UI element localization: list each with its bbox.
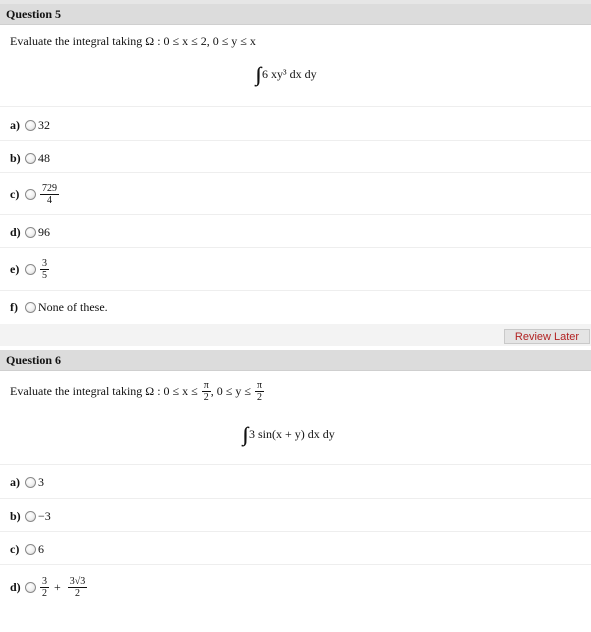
option-letter: e) xyxy=(10,261,20,276)
q5-option-c[interactable] xyxy=(10,183,59,205)
option-letter: f) xyxy=(10,299,18,314)
numerator: π xyxy=(203,380,209,391)
option-letter: b) xyxy=(10,508,21,523)
question-5-prompt: Evaluate the integral taking Ω : 0 ≤ x ≤ 2, 0 ≤ y ≤ x xyxy=(10,34,256,48)
question-6-integral xyxy=(243,421,335,444)
q5-option-e[interactable] xyxy=(10,258,49,280)
q5-option-d[interactable] xyxy=(10,221,50,243)
option-letter: a) xyxy=(10,117,20,132)
fraction xyxy=(40,576,49,599)
prompt-text: , 0 ≤ y ≤ xyxy=(210,384,251,398)
numerator: π xyxy=(256,380,263,391)
numerator: 729 xyxy=(42,182,57,194)
denominator: 2 xyxy=(75,587,81,599)
divider xyxy=(0,140,591,141)
fraction xyxy=(68,576,88,599)
numerator: 3 xyxy=(42,257,47,269)
option-letter: d) xyxy=(10,224,21,239)
q6-option-a[interactable] xyxy=(10,471,44,493)
radio-button[interactable] xyxy=(25,189,36,200)
divider xyxy=(0,247,591,248)
q6-option-c[interactable] xyxy=(10,538,44,560)
radio-button[interactable] xyxy=(25,544,36,555)
denominator: 2 xyxy=(203,392,209,403)
denominator: 5 xyxy=(42,269,47,281)
divider xyxy=(0,498,591,499)
question-5-header xyxy=(0,4,591,25)
denominator: 2 xyxy=(256,392,262,403)
q6-option-d[interactable] xyxy=(10,576,87,598)
radio-button[interactable] xyxy=(25,511,36,522)
radio-button[interactable] xyxy=(25,153,36,164)
q5-option-f[interactable] xyxy=(10,296,108,318)
question-5-integral xyxy=(256,61,317,84)
option-value: −3 xyxy=(38,508,51,523)
denominator: 4 xyxy=(47,194,52,206)
option-value: 3 xyxy=(38,474,44,489)
numerator: 3 xyxy=(42,575,47,587)
option-value: 32 xyxy=(38,117,50,132)
question-5-title: Question 5 xyxy=(6,7,62,21)
fraction xyxy=(40,183,59,206)
option-value: None of these. xyxy=(38,299,108,314)
option-value: 96 xyxy=(38,224,50,239)
plus-sign: + xyxy=(54,579,61,594)
option-value: 6 xyxy=(38,541,44,556)
question-6-prompt xyxy=(10,380,264,403)
divider xyxy=(0,214,591,215)
divider xyxy=(0,464,591,465)
radio-button[interactable] xyxy=(25,227,36,238)
fraction xyxy=(255,380,264,403)
q5-option-a[interactable] xyxy=(10,114,50,136)
denominator: 2 xyxy=(42,587,47,599)
review-later-button[interactable]: Review Later xyxy=(504,329,590,344)
option-letter: b) xyxy=(10,150,21,165)
option-letter: a) xyxy=(10,474,20,489)
review-bar xyxy=(0,324,591,346)
question-5-integrand: 6 xy³ dx dy xyxy=(262,67,317,81)
question-6-integrand: 3 sin(x + y) dx dy xyxy=(249,427,335,441)
radio-button[interactable] xyxy=(25,302,36,313)
option-value: 48 xyxy=(38,150,50,165)
question-6-title: Question 6 xyxy=(6,353,62,367)
divider xyxy=(0,290,591,291)
option-letter: c) xyxy=(10,541,20,556)
q6-option-b[interactable] xyxy=(10,505,51,527)
question-6-header xyxy=(0,350,591,371)
option-letter: c) xyxy=(10,186,20,201)
radio-button[interactable] xyxy=(25,582,36,593)
divider xyxy=(0,564,591,565)
fraction xyxy=(40,258,49,281)
divider xyxy=(0,106,591,107)
radio-button[interactable] xyxy=(25,120,36,131)
q5-option-b[interactable] xyxy=(10,147,50,169)
radio-button[interactable] xyxy=(25,477,36,488)
prompt-text: Evaluate the integral taking Ω : 0 ≤ x ≤ xyxy=(10,384,198,398)
numerator: 3√3 xyxy=(69,575,86,587)
divider xyxy=(0,531,591,532)
fraction xyxy=(202,380,211,403)
divider xyxy=(0,172,591,173)
radio-button[interactable] xyxy=(25,264,36,275)
option-letter: d) xyxy=(10,579,21,594)
